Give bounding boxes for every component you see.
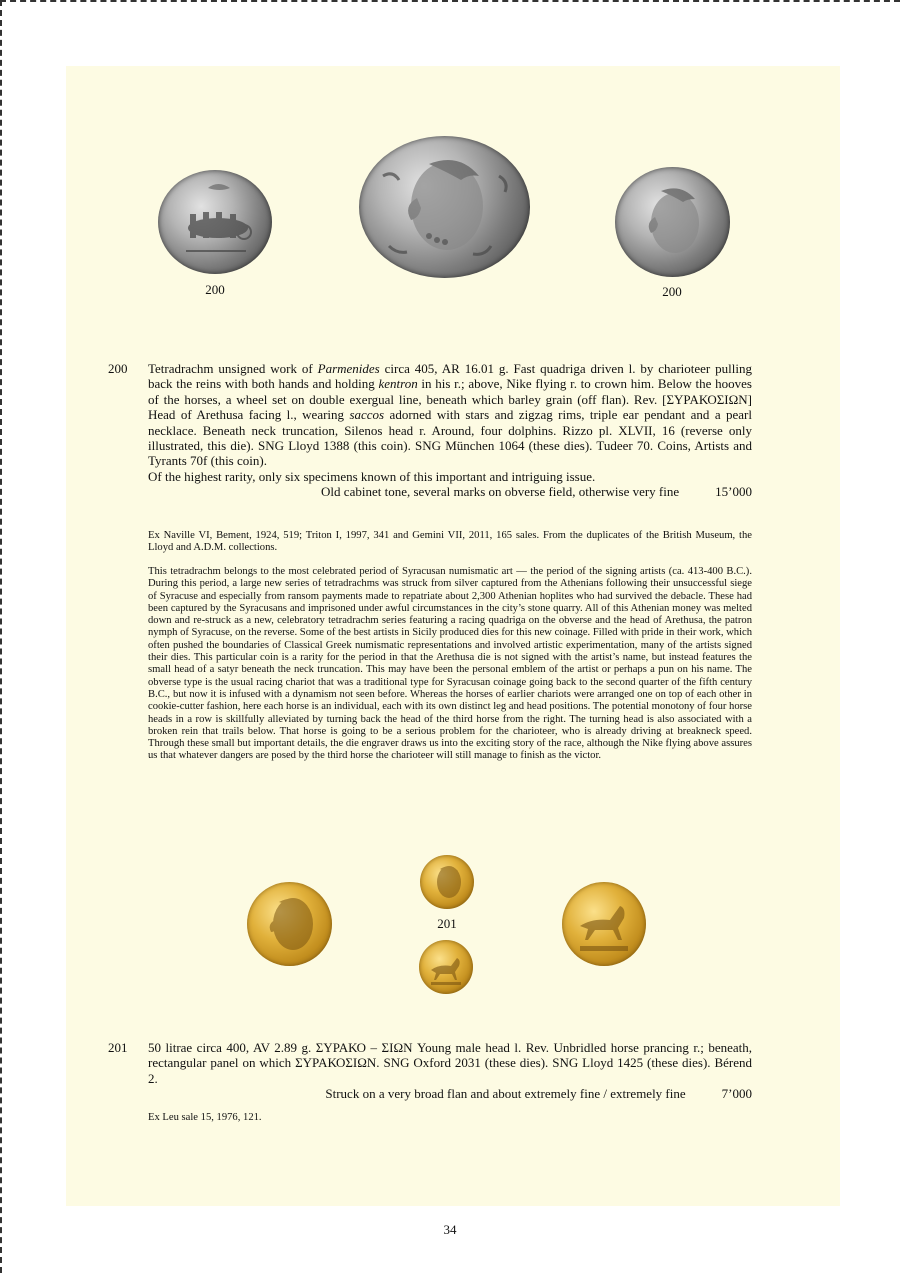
coin-201-reverse-enlarged [562,882,646,966]
term-saccos: saccos [349,407,385,423]
desc-text-c: in his r.; above, Nike flying r. to crown him. Below the hooves of the horses, a wheel set on double exergual line, beneath which barley grain (off flan). Rev. [ΣΥΡΑΚΟΣΙΩΝ] Head of Arethusa facing l., wearing [148,376,752,423]
term-kentron: kentron [378,376,418,392]
lot-200-main-text [148,361,752,469]
lot-200-condition-line [148,484,752,499]
desc-text-b: circa 405, AR 16.01 g. Fast quadriga driven l. by charioteer pulling back the reins with both hands and holding [148,361,752,392]
lot-number-201: 201 [108,1040,128,1055]
coin-201-obverse [420,855,474,909]
lot-201-condition-line [148,1086,752,1101]
male-head-small-icon [420,855,474,909]
quadriga-icon [158,170,272,274]
male-head-icon [247,882,332,966]
coin-201-obverse-enlarged [247,882,332,966]
coin-200-reverse-arethusa [615,167,730,277]
coin-200-obverse-quadriga [158,170,272,274]
lot-201-main-text: 50 litrae circa 400, AV 2.89 g. ΣΥΡΑΚΟ – ΣΙΩΝ Young male head l. Rev. Unbridled horse prancing r.; beneath, rectangular panel on which ΣΥΡΑΚΟΣΙΩΝ. SNG Oxford 2031 (these dies). SNG Lloyd 1425 (these dies). Bérend 2. [148,1040,752,1086]
lot-200-rarity: Of the highest rarity, only six specimens known of this important and intriguing issue. [148,468,596,484]
coin-label-201: 201 [437,916,457,931]
lot-201-description [148,1040,752,1102]
lot-201-price: 7’000 [721,1086,752,1102]
artist-name: Parmenides [317,361,380,376]
coin-label-200-right: 200 [662,284,682,299]
horse-small-icon [419,940,473,994]
arethusa-head-small-icon [615,167,730,277]
lot-200-provenance: Ex Naville VI, Bement, 1924, 519; Triton I, 1997, 341 and Gemini VII, 2011, 165 sales. From the duplicates of the British Museum, the Lloyd and A.D.M. collections. [148,530,752,554]
desc-text-a: Tetradrachm unsigned work of [148,361,318,376]
page-number: 34 [443,1222,457,1237]
page-border-left [0,0,2,1273]
lot-200-condition: Old cabinet tone, several marks on obverse field, otherwise very fine [321,484,680,500]
lot-number-200: 200 [108,361,128,376]
lot-201-provenance: Ex Leu sale 15, 1976, 121. [148,1112,262,1123]
prancing-horse-icon [562,882,646,966]
arethusa-head-icon [359,136,530,278]
lot-200-provenance-block [148,530,752,555]
coin-201-reverse [419,940,473,994]
lot-201-condition: Struck on a very broad flan and about extremely fine / extremely fine [325,1086,686,1102]
lot-201-provenance-block [148,1112,752,1124]
lot-200-price: 15’000 [715,484,752,500]
coin-label-200-left: 200 [205,282,225,297]
lot-200-essay-block [148,566,752,763]
lot-200-essay: This tetradrachm belongs to the most celebrated period of Syracusan numismatic art — the period of the signing artists (ca. 413-400 B.C.). During this period, a large new series of tetradrachms was struck from silver captured from the Athenians following their unsuccessful siege of Syracuse and especially from ransom payments made to repatriate about 2,300 Athenian hoplites who had survived the debacle. These had been captured by the Syracusans and imprisoned under awful circumstances in the city’s stone quarry. All of this Athenian money was melted down and re-struck as a new, celebratory tetradrachm series featuring a racing quadriga on the obverse and the head of Arethusa, the patron nymph of Syracuse, on the reverse. Some of the best artists in Sicily produced dies for this new coinage. Filled with pride in their work, which often pushed the boundaries of Classical Greek numismatic representations and involved artistic experimentation, many of the artists signed their dies. This particular coin is a rarity for the period in that the Arethusa die is not signed with the artist’s name, but instead features the small head of a satyr beneath the neck truncation. This may have been the personal emblem of the artist or perhaps a pun on his name. The obverse type is the usual racing chariot that was a traditional type for Syracusan coinage going back to the second quarter of the fifth century B.C., but now it is infused with a dynamism not seen before. Whereas the horses of earlier chariots were arranged one on top of each other in cookie-cutter fashion, here each horse is an individual, each with its own distinct leg and head positions. The potential monotony of four horse heads in a row is skillfully alleviated by turning back the head of the third horse from the right. The turning head is also associated with a broken rein that trails below. That horse is going to be a serious problem for the charioteer, who is already driving at breakneck speed. Through these small but important details, the die engraver draws us into the exciting story of the race, although the Nike flying above assures us that whatever dangers are posed by the third horse the charioteer will still manage to finish as the victor. [148,566,753,762]
desc-text-d: adorned with stars and zigzag rims, triple ear pendant and a pearl necklace. Beneath neck truncation, Silenos head r. Around, four dolphins. Rizzo pl. XLVII, 16 (reverse only illustrated, this die). SNG Lloyd 1388 (this coin). SNG München 1064 (these dies). Tudeer 70. Coins, Artists and Tyrants 70f (this coin). [148,407,752,469]
lot-200-description [148,361,752,500]
page-border-top [0,0,900,2]
coin-200-reverse-arethusa-enlarged [359,136,530,278]
